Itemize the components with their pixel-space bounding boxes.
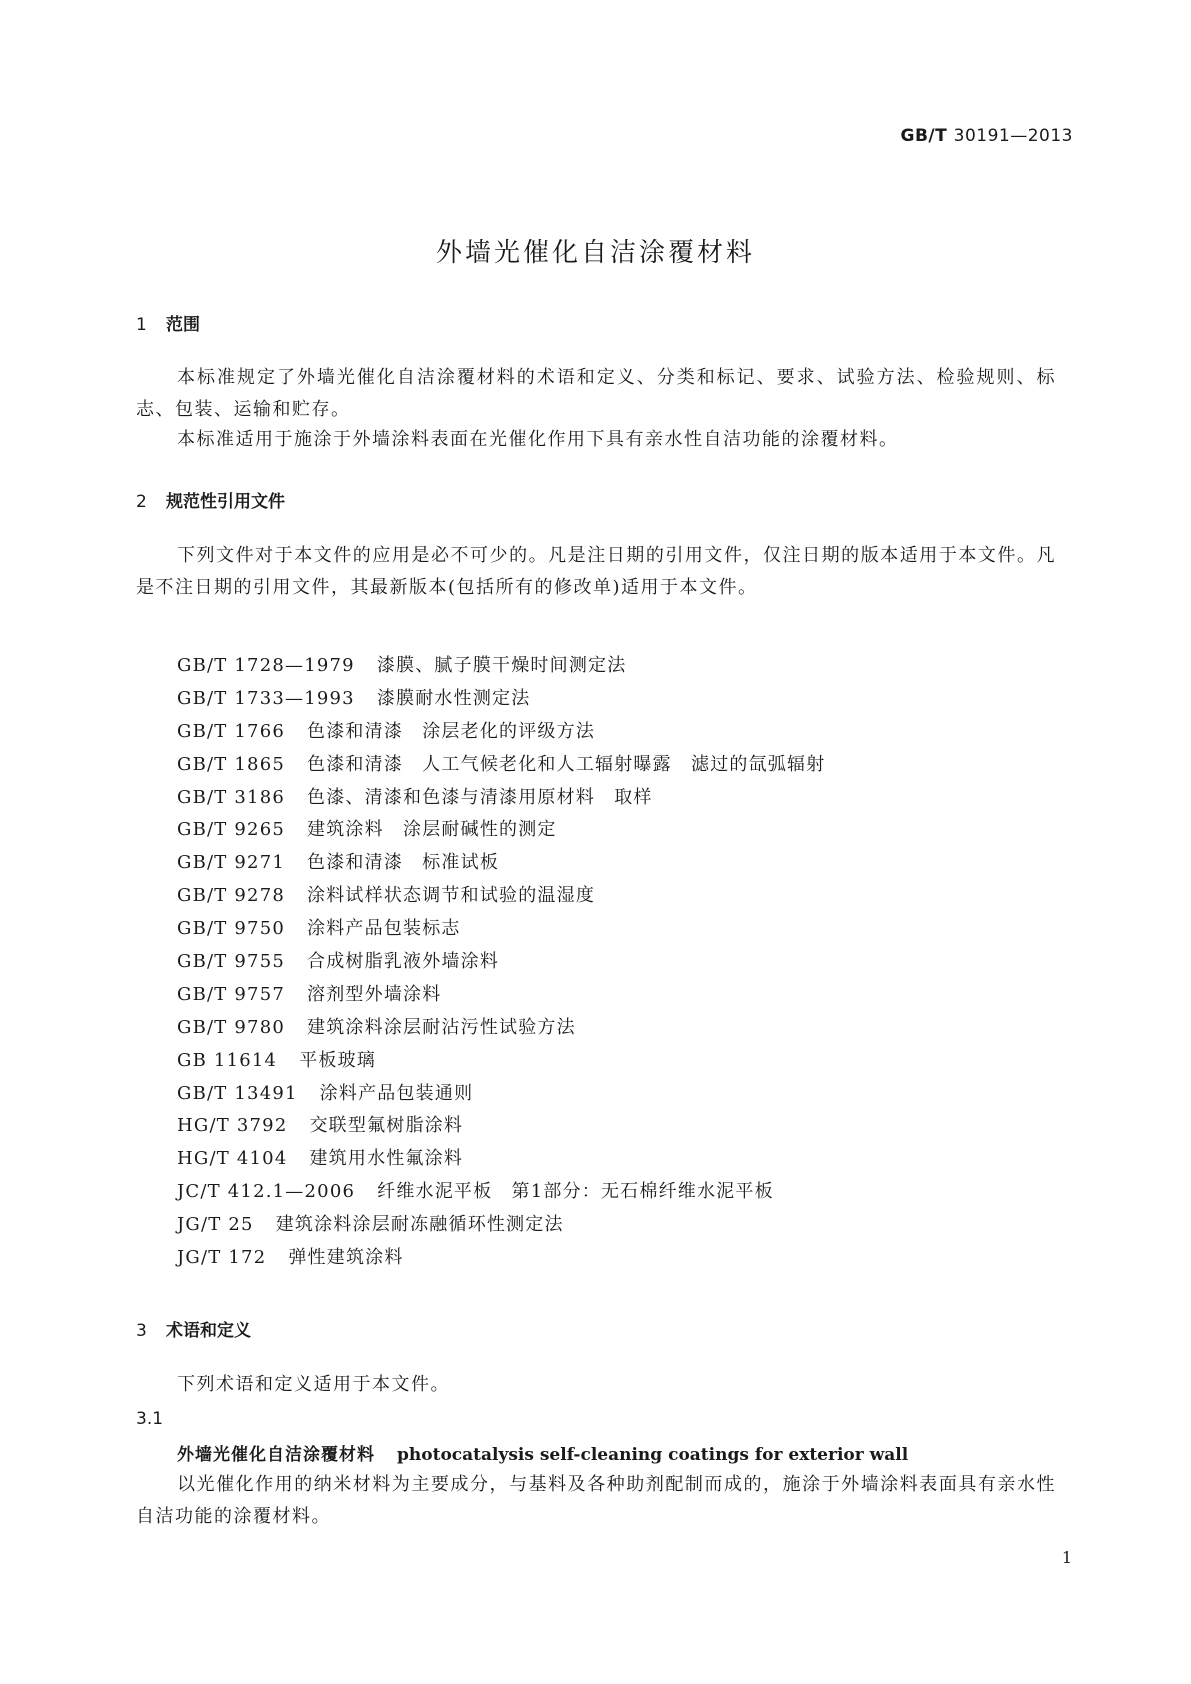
standard-code (901, 126, 1073, 146)
reference-title: 色漆和清漆 标准试板 (307, 852, 500, 874)
terms-intro: 下列术语和定义适用于本文件。 (177, 1374, 450, 1395)
section-title: 规范性引用文件 (166, 492, 285, 512)
reference-code: JG/T 25 (177, 1214, 254, 1236)
term-english: photocatalysis self-cleaning coatings for exterior wall (397, 1445, 909, 1465)
reference-item (177, 650, 825, 683)
reference-item (177, 1143, 825, 1176)
reference-title: 合成树脂乳液外墙涂料 (307, 951, 500, 973)
reference-title: 平板玻璃 (299, 1049, 377, 1071)
document-title: 外墙光催化自洁涂覆材料 (435, 238, 755, 268)
term-definition: 以光催化作用的纳米材料为主要成分，与基料及各种助剂配制而成的，施涂于外墙涂料表面具有亲水性自洁功能的涂覆材料。 (136, 1474, 1056, 1527)
subsection-number: 3.1 (136, 1409, 164, 1429)
reference-code: GB 11614 (177, 1049, 278, 1071)
section-number: 2 (136, 492, 147, 512)
reference-title: 漆膜耐水性测定法 (376, 687, 531, 709)
reference-item (177, 683, 825, 716)
standard-prefix: GB/T (900, 126, 948, 146)
reference-item (177, 847, 825, 880)
reference-title: 溶剂型外墙涂料 (307, 983, 442, 1005)
reference-item (177, 1176, 825, 1209)
reference-title: 建筑用水性氟涂料 (309, 1148, 464, 1170)
scope-paragraph-1: 本标准规定了外墙光催化自洁涂覆材料的术语和定义、分类和标记、要求、试验方法、检验规则、标志、包装、运输和贮存。 (136, 367, 1056, 420)
term-entry (177, 1440, 908, 1465)
reference-title: 色漆、清漆和色漆与清漆用原材料 取样 (307, 786, 653, 808)
reference-item (177, 1242, 825, 1275)
reference-item (177, 1012, 825, 1045)
reference-code: GB/T 9278 (177, 885, 286, 907)
reference-code: JG/T 172 (177, 1247, 267, 1269)
term-chinese: 外墙光催化自洁涂覆材料 (177, 1445, 375, 1465)
reference-item (177, 749, 825, 782)
reference-title: 交联型氟树脂涂料 (309, 1115, 464, 1137)
standard-number: 30191—2013 (953, 126, 1073, 146)
section-1-heading (136, 310, 200, 335)
scope-paragraph-2: 本标准适用于施涂于外墙涂料表面在光催化作用下具有亲水性自洁功能的涂覆材料。 (177, 429, 899, 450)
reference-title: 建筑涂料涂层耐沾污性试验方法 (307, 1016, 576, 1038)
page-number: 1 (1061, 1548, 1072, 1567)
section-number: 1 (136, 315, 147, 335)
reference-code: GB/T 9755 (177, 951, 286, 973)
references-intro: 下列文件对于本文件的应用是必不可少的。凡是注日期的引用文件，仅注日期的版本适用于本文件。凡是不注日期的引用文件，其最新版本(包括所有的修改单)适用于本文件。 (136, 545, 1056, 598)
reference-code: GB/T 1733—1993 (177, 687, 355, 709)
reference-title: 建筑涂料涂层耐冻融循环性测定法 (275, 1214, 564, 1236)
reference-item (177, 1078, 825, 1111)
reference-item (177, 1110, 825, 1143)
reference-item (177, 1209, 825, 1242)
reference-title: 色漆和清漆 人工气候老化和人工辐射曝露 滤过的氙弧辐射 (307, 753, 826, 775)
section-number: 3 (136, 1321, 147, 1341)
reference-title: 弹性建筑涂料 (288, 1247, 404, 1269)
reference-list (177, 650, 825, 1275)
reference-item (177, 979, 825, 1012)
section-2-heading (136, 487, 285, 512)
reference-item (177, 946, 825, 979)
reference-title: 漆膜、腻子膜干燥时间测定法 (376, 655, 627, 676)
reference-code: GB/T 3186 (177, 786, 286, 808)
reference-item (177, 880, 825, 913)
reference-code: GB/T 1865 (177, 753, 286, 775)
reference-title: 纤维水泥平板 第1部分：无石棉纤维水泥平板 (377, 1181, 774, 1203)
section-title: 术语和定义 (166, 1321, 251, 1341)
reference-title: 涂料产品包装标志 (307, 918, 461, 940)
reference-code: GB/T 9750 (177, 918, 286, 940)
reference-title: 建筑涂料 涂层耐碱性的测定 (307, 819, 557, 841)
reference-code: GB/T 1766 (177, 720, 286, 742)
reference-item (177, 913, 825, 946)
reference-item (177, 1045, 825, 1078)
section-3-heading (136, 1316, 251, 1341)
reference-code: GB/T 1728—1979 (177, 655, 355, 676)
reference-item (177, 814, 825, 847)
reference-code: HG/T 3792 (177, 1115, 288, 1137)
reference-code: HG/T 4104 (177, 1148, 288, 1170)
reference-code: GB/T 9780 (177, 1016, 286, 1038)
reference-title: 涂料试样状态调节和试验的温湿度 (307, 885, 596, 907)
reference-code: GB/T 9757 (177, 983, 286, 1005)
section-title: 范围 (166, 315, 200, 335)
reference-title: 涂料产品包装通则 (319, 1082, 474, 1104)
reference-code: JC/T 412.1—2006 (177, 1181, 356, 1203)
reference-item (177, 782, 825, 815)
reference-item (177, 716, 825, 749)
reference-title: 色漆和清漆 涂层老化的评级方法 (307, 720, 596, 742)
reference-code: GB/T 9271 (177, 852, 286, 874)
reference-code: GB/T 13491 (177, 1082, 298, 1104)
reference-code: GB/T 9265 (177, 819, 286, 841)
